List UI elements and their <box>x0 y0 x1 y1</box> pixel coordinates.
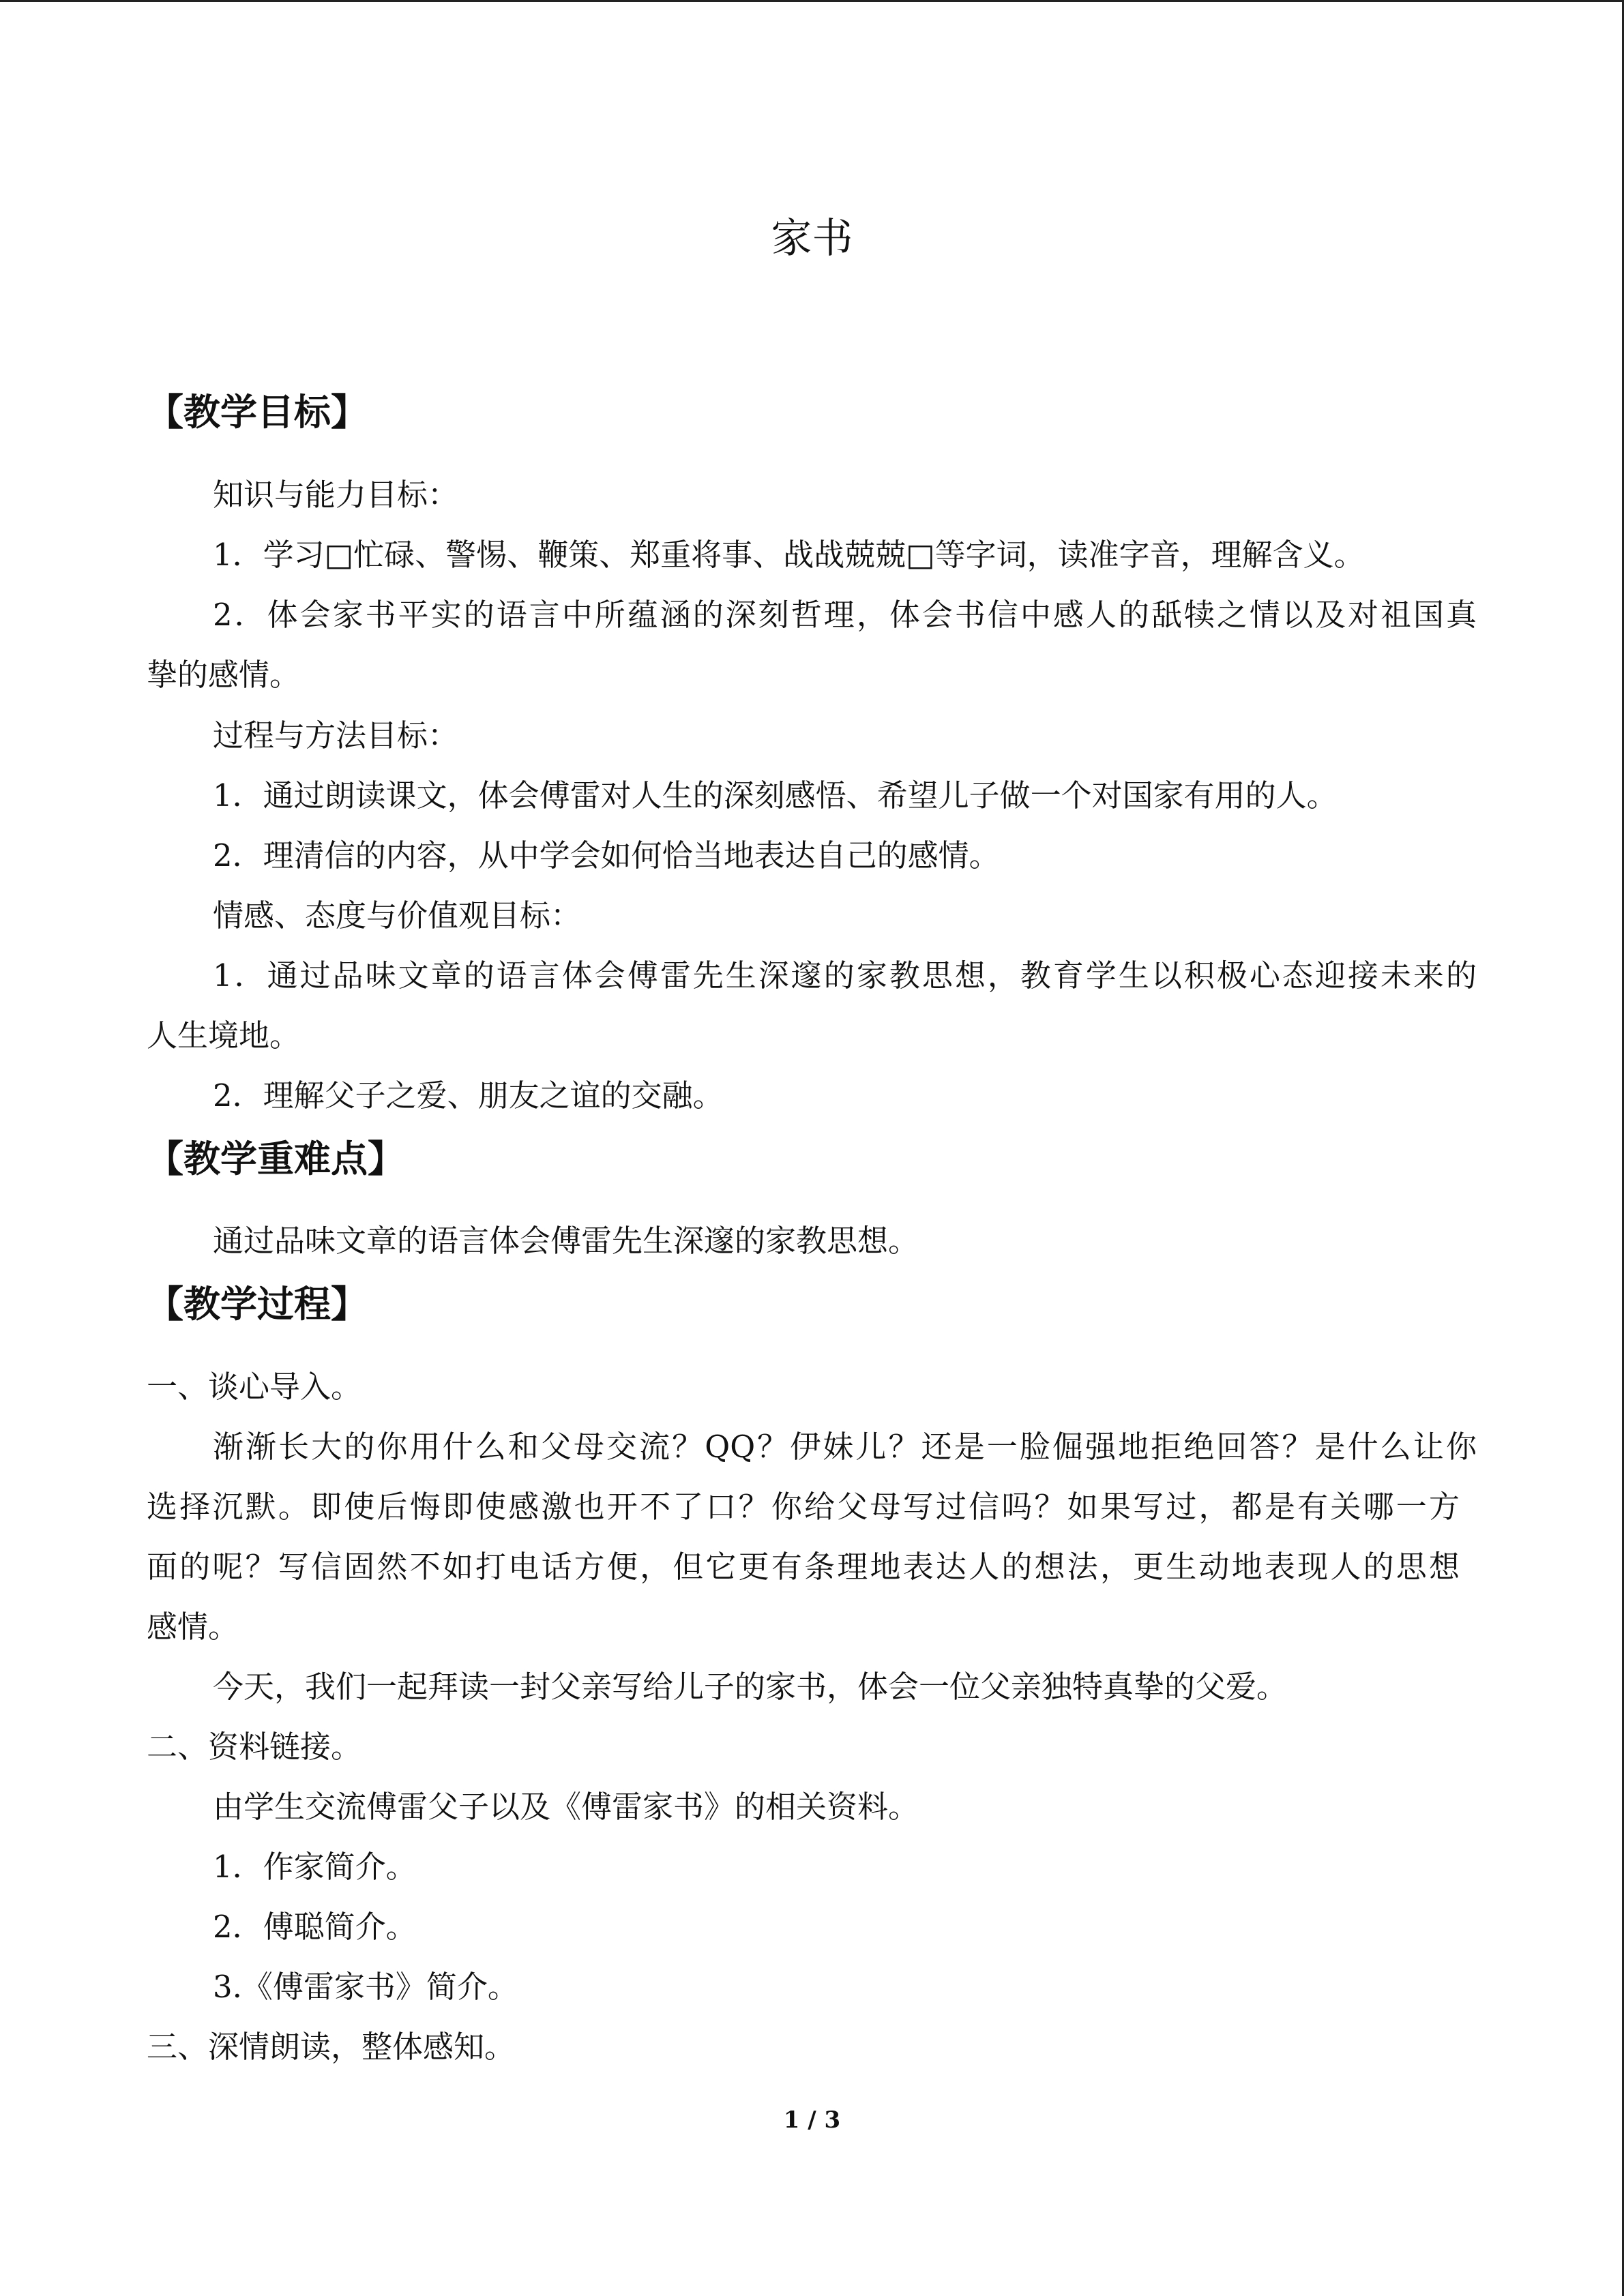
process-goal-1: 1．通过朗读课文，体会傅雷对人生的深刻感悟、希望儿子做一个对国家有用的人。 <box>213 777 1338 814</box>
process-goals-label: 过程与方法目标： <box>213 717 459 754</box>
heading-teaching-process: 【教学过程】 <box>147 1283 368 1326</box>
knowledge-goal-1: 1．学习□忙碌、警惕、鞭策、郑重将事、战战兢兢□等字词，读准字音，理解含义。 <box>213 537 1365 573</box>
process-goal-2: 2．理清信的内容，从中学会如何恰当地表达自己的感情。 <box>213 837 1000 874</box>
section-1-title: 一、谈心导入。 <box>147 1369 362 1405</box>
emotion-goal-2: 2．理解父子之爱、朋友之谊的交融。 <box>213 1077 724 1114</box>
section-2-title: 二、资料链接。 <box>147 1729 362 1765</box>
section-2-item-2: 2．傅聪简介。 <box>213 1909 417 1945</box>
emotion-goal-1-line-2: 人生境地。 <box>147 1017 301 1054</box>
key-points-text: 通过品味文章的语言体会傅雷先生深邃的家教思想。 <box>213 1223 919 1259</box>
emotion-goals-label: 情感、态度与价值观目标： <box>213 897 582 934</box>
section-1-paragraph-1-line-4: 感情。 <box>147 1609 239 1645</box>
section-1-paragraph-2: 今天，我们一起拜读一封父亲写给儿子的家书，体会一位父亲独特真挚的父爱。 <box>213 1669 1288 1705</box>
page-border-top <box>0 0 1624 2</box>
section-2-item-3: 3.《傅雷家书》简介。 <box>213 1969 518 2005</box>
document-title: 家书 <box>771 215 853 263</box>
heading-key-points: 【教学重难点】 <box>147 1137 404 1180</box>
section-2-intro: 由学生交流傅雷父子以及《傅雷家书》的相关资料。 <box>213 1789 919 1825</box>
section-1-paragraph-1-line-1: 渐渐长大的你用什么和父母交流？QQ？伊妹儿？还是一脸倔强地拒绝回答？是什么让你 <box>213 1429 1477 1465</box>
section-3-title: 三、深情朗读，整体感知。 <box>147 2029 516 2065</box>
knowledge-goals-label: 知识与能力目标： <box>213 477 459 513</box>
section-2-item-1: 1．作家简介。 <box>213 1849 417 1885</box>
section-1-paragraph-1-line-2: 选择沉默。即使后悔即使感激也开不了口？你给父母写过信吗？如果写过，都是有关哪一方 <box>147 1489 1460 1525</box>
heading-teaching-goals: 【教学目标】 <box>147 391 368 434</box>
page-number: 1 / 3 <box>783 2106 841 2134</box>
section-1-paragraph-1-line-3: 面的呢？写信固然不如打电话方便，但它更有条理地表达人的想法，更生动地表现人的思想 <box>147 1549 1460 1585</box>
emotion-goal-1-line-1: 1．通过品味文章的语言体会傅雷先生深邃的家教思想，教育学生以积极心态迎接未来的 <box>213 957 1477 994</box>
knowledge-goal-2-line-1: 2．体会家书平实的语言中所蕴涵的深刻哲理，体会书信中感人的舐犊之情以及对祖国真 <box>213 597 1477 633</box>
knowledge-goal-2-line-2: 挚的感情。 <box>147 657 301 693</box>
